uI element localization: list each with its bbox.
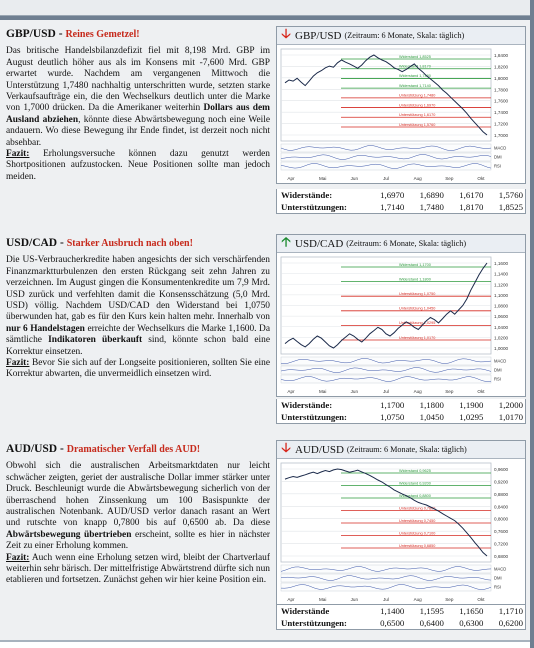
oscillator-panel: [281, 357, 491, 365]
support-value: 1,7140: [380, 202, 405, 212]
support-value: 1,0170: [498, 412, 523, 422]
oscillator-label: RSI: [494, 163, 501, 169]
support-value: 1,7480: [419, 202, 444, 212]
x-tick-label: Aug: [413, 389, 422, 394]
fazit-text: Erholungsversuche können dazu genutzt werden Shortpositionen aufzustocken. Neue Positionen sollte man jedoch meiden.: [6, 149, 270, 182]
level-label: Unterstützung 1,0450: [399, 306, 436, 311]
oscillator-panel: [281, 375, 491, 383]
chart-header: [277, 27, 525, 45]
article-text-gbpusd: [6, 29, 270, 183]
body-bold: nur 6 Handelstagen: [6, 323, 85, 334]
chart-pair-label: GBP/USD: [295, 29, 342, 42]
level-label: Widerstand 1,1800: [399, 277, 431, 282]
pair-title: AUD/USD: [6, 443, 58, 455]
levels-table-usdcad: [276, 399, 526, 424]
x-tick-label: Jun: [350, 389, 359, 394]
support-value: 1,0295: [459, 412, 484, 422]
x-tick-label: Sep: [445, 389, 454, 394]
oscillator-panel: [281, 162, 491, 170]
pair-title: USD/CAD: [6, 237, 58, 249]
pair-subtitle: Reines Gemetzel!: [65, 29, 140, 40]
chart-box-usdcad: [276, 234, 526, 397]
support-value: 1,0750: [380, 412, 405, 422]
top-strip-inner: [0, 0, 530, 16]
resistance-value: 1,6970: [380, 190, 405, 200]
resistance-label: Widerstände:: [281, 190, 333, 200]
trend-up-arrow-icon: 🡡: [281, 233, 291, 249]
price-chart-usdcad: [277, 253, 525, 396]
y-tick-label: 1,0200: [494, 335, 509, 341]
fazit: [6, 149, 270, 183]
level-label: Widerstand 1,8525: [399, 54, 431, 59]
support-label: Unterstützungen:: [281, 202, 347, 212]
support-label: Unterstützungen:: [281, 618, 347, 628]
y-tick-label: 1,1400: [494, 271, 509, 277]
support-value: 1,8525: [498, 202, 523, 212]
level-label: Widerstand 0,9200: [399, 481, 431, 486]
level-label: Widerstand 1,8170: [399, 64, 431, 69]
oscillator-label: RSI: [494, 376, 501, 382]
x-tick-label: Mai: [318, 389, 327, 394]
x-tick-label: Sep: [445, 597, 454, 602]
oscillator-label: MACD: [494, 358, 507, 364]
article-body: [6, 461, 270, 552]
x-tick-label: Jun: [350, 176, 359, 181]
body-text-mid: erreichte der Wechselkurs die Marke 1,1600. Da sämtliche: [6, 323, 270, 346]
oscillator-label: DMI: [494, 367, 502, 373]
x-tick-label: Apr: [287, 597, 295, 602]
level-label: Widerstand 0,9625: [399, 468, 431, 473]
y-tick-label: 1,7000: [494, 133, 509, 138]
article-body: [6, 255, 270, 358]
oscillator-label: DMI: [494, 575, 502, 581]
price-chart-audusd: [277, 459, 525, 604]
resistance-value: 1,1710: [498, 606, 523, 616]
support-value: 0,6200: [498, 618, 523, 628]
chart-meta: (Zeitraum: 6 Monate, Skala: täglich): [346, 239, 467, 248]
y-tick-label: 1,1600: [494, 261, 509, 266]
oscillator-label: MACD: [494, 566, 507, 572]
x-tick-label: Sep: [445, 176, 454, 181]
y-tick-label: 1,0600: [494, 314, 509, 320]
support-value: 0,6400: [419, 618, 444, 628]
level-label: Unterstützung 1,7480: [399, 93, 436, 98]
article-body: [6, 46, 270, 149]
level-label: Unterstützung 1,6170: [399, 113, 436, 118]
y-tick-label: 0,8400: [494, 504, 509, 510]
resistance-value: 1,2000: [498, 400, 523, 410]
section-audusd: [0, 434, 530, 642]
plot-area: [281, 463, 491, 562]
resistance-value: 1,1900: [459, 400, 484, 410]
y-tick-label: 1,8400: [494, 53, 509, 58]
resistance-value: 1,1700: [380, 400, 405, 410]
resistance-label: Widerstände: [281, 606, 330, 616]
x-tick-label: Okt: [477, 389, 485, 394]
x-tick-label: Apr: [287, 176, 295, 181]
y-tick-label: 0,7200: [494, 541, 509, 547]
level-label: Widerstand 1,7140: [399, 83, 431, 88]
chart-meta: (Zeitraum: 6 Monate, Skala: täglich): [346, 445, 467, 454]
body-text-end: sind, könnte schon bald eine Korrektur einsetzen.: [6, 335, 270, 357]
body-bold: Abwärtsbewegung übertrieben: [6, 529, 132, 540]
oscillator-panel: [281, 144, 491, 152]
oscillator-panel: [281, 583, 491, 591]
levels-table-audusd: [276, 605, 526, 630]
levels-table-gbpusd: [276, 189, 526, 214]
x-tick-label: Mai: [318, 176, 327, 181]
fazit-text: Bevor Sie sich auf der Longseite positionieren, sollten Sie eine Korrektur abwarten, die unvermeidlich einsetzen wird.: [6, 358, 270, 380]
chart-header: [277, 235, 525, 253]
level-label: Widerstand 0,8800: [399, 493, 431, 498]
top-strip: [0, 0, 534, 20]
resistance-value: 1,1595: [419, 606, 444, 616]
resistance-value: 1,1650: [459, 606, 484, 616]
x-tick-label: Jun: [350, 597, 359, 602]
level-label: Widerstand 1,1700: [399, 262, 431, 267]
article-heading: AUD/USD - Dramatischer Verfall des AUD!: [6, 443, 201, 455]
article-heading: GBP/USD - Reines Gemetzel!: [6, 28, 140, 40]
fazit-label: Fazit:: [6, 552, 30, 563]
y-tick-label: 1,7600: [494, 98, 509, 104]
chart-box-audusd: [276, 440, 526, 605]
x-tick-label: Okt: [477, 597, 485, 602]
resistance-value: 1,5760: [498, 190, 523, 200]
level-label: Unterstützung 0,6850: [399, 543, 436, 548]
support-value: 0,6500: [380, 618, 405, 628]
price-chart-gbpusd: [277, 45, 525, 183]
x-tick-label: Jul: [383, 176, 389, 181]
oscillator-panel: [281, 565, 491, 573]
level-label: Widerstand 1,7480: [399, 74, 431, 79]
y-tick-label: 0,7600: [494, 529, 509, 535]
x-tick-label: Jul: [383, 597, 389, 602]
pair-subtitle: Starker Ausbruch nach oben!: [66, 238, 193, 249]
support-value: 0,6300: [459, 618, 484, 628]
body-text-end: , könnte diese Abwärtsbewegung noch eine Weile andauern. Wo diese Bewegung ihr Ende findet, ist derzeit noch nicht absehbar.: [6, 114, 270, 148]
resistance-value: 1,6890: [419, 190, 444, 200]
fazit-text: Auch wenn eine Erholung setzen wird, bleibt der Chartverlauf weiterhin sehr bärisch. Der mittelfristige Abwärtstrend dürfte sich nun etablieren und fortsetzen. Zunächst gehen wir hier keine Position ein.: [6, 552, 270, 586]
x-tick-label: Okt: [477, 176, 485, 181]
y-tick-label: 1,7800: [494, 87, 509, 93]
trend-down-arrow-icon: 🡣: [281, 439, 291, 455]
y-tick-label: 0,9200: [494, 479, 509, 485]
fazit: [6, 553, 270, 587]
x-tick-label: Aug: [413, 176, 422, 181]
y-tick-label: 1,0800: [494, 303, 509, 309]
article-text-usdcad: [6, 238, 270, 381]
article-text-audusd: [6, 444, 270, 587]
y-tick-label: 1,1200: [494, 282, 509, 288]
chart-meta: (Zeitraum: 6 Monate, Skala: täglich): [344, 31, 465, 40]
x-tick-label: Aug: [413, 597, 422, 602]
fazit-label: Fazit:: [6, 149, 30, 160]
support-value: 1,0450: [419, 412, 444, 422]
x-tick-label: Mai: [318, 597, 327, 602]
support-value: 1,8170: [459, 202, 484, 212]
chart-box-gbpusd: [276, 26, 526, 184]
right-border-bar: [530, 0, 534, 648]
y-tick-label: 1,8200: [494, 64, 509, 70]
support-label: Unterstützungen:: [281, 412, 347, 422]
level-label: Unterstützung 0,7450: [399, 518, 436, 523]
trend-down-arrow-icon: 🡣: [281, 25, 291, 41]
oscillator-label: DMI: [494, 154, 502, 160]
y-tick-label: 1,8000: [494, 75, 509, 81]
y-tick-label: 0,8000: [494, 516, 509, 522]
y-tick-label: 1,1000: [494, 292, 509, 298]
x-tick-label: Jul: [383, 389, 389, 394]
section-usdcad: [0, 228, 530, 440]
chart-pair-label: USD/CAD: [295, 237, 344, 250]
body-text: Obwohl sich die australischen Arbeitsmarktdaten nur leicht schwächer zeigten, geriet der australische Dollar immer stärker unter Druck. Beschleunigt wurde die Abwärtsbewegung sicherlich von der überraschend hohen Zinssenkung um 100 Basispunkte der australischen Notenbank. AUD/USD verlor danach rasant an Wert und rutschte von knapp 0,7800 bis auf 0,6500 ab. Da diese: [6, 461, 270, 529]
y-tick-label: 1,7400: [494, 110, 509, 116]
resistance-value: 1,1800: [419, 400, 444, 410]
level-label: Unterstützung 1,0750: [399, 292, 436, 296]
body-text-end: erscheint, sollte es hier in nächster Zeit zu einer Erholung kommen.: [6, 529, 270, 552]
oscillator-label: MACD: [494, 145, 507, 151]
section-gbpusd: [0, 20, 530, 234]
y-tick-label: 0,8800: [494, 491, 509, 497]
pair-subtitle: Dramatischer Verfall des AUD!: [66, 444, 201, 455]
article-heading: USD/CAD - Starker Ausbruch nach oben!: [6, 237, 193, 249]
resistance-label: Widerstände:: [281, 400, 333, 410]
fazit: [6, 358, 270, 381]
oscillator-label: RSI: [494, 584, 501, 590]
y-tick-label: 1,7200: [494, 121, 509, 127]
pair-title: GBP/USD: [6, 28, 56, 40]
y-tick-label: 0,6800: [494, 554, 509, 559]
resistance-value: 1,1400: [380, 606, 405, 616]
level-label: Unterstützung 1,5760: [399, 122, 436, 127]
level-label: Unterstützung 1,0295: [399, 321, 436, 326]
y-tick-label: 0,9600: [494, 467, 509, 472]
y-tick-label: 1,0400: [494, 324, 509, 330]
body-text: Die US-Verbraucherkredite haben angesichts der sich verschärfenden Finanzmarktturbulenzen den ersten Rückgang seit zehn Jahren zu verzeichnen. Im August gingen die Konsumentenkredite um 7,9 Mrd. USD zurück und verfehlten damit die Konsensschätzung (5,0 Mrd. USD) völlig. Nachdem USD/CAD den Widerstand bei 1,0750 überwunden hat, gab es für den Kurs kein halten mehr. Innerhalb von: [6, 255, 270, 323]
resistance-value: 1,6170: [459, 190, 484, 200]
fazit-label: Fazit:: [6, 358, 30, 369]
level-label: Unterstützung 1,0170: [399, 335, 436, 340]
y-tick-label: 1,0000: [494, 346, 509, 351]
level-label: Unterstützung 0,7100: [399, 531, 436, 536]
body-bold: Dollars aus dem Ausland abziehen: [6, 103, 270, 125]
level-label: Unterstützung 0,7800: [399, 506, 436, 511]
level-label: Unterstützung 1,6970: [399, 103, 436, 108]
body-text: Das britische Handelsbilanzdefizit fiel mit 8,198 Mrd. GBP im August deutlich höher aus als im Konsens mit -7,600 Mrd. GBP erwartet wurde. Nachdem am vergangenen Mittwoch die Unterstützung 1,7480 nachhaltig unterschritten wurde, setzten starke Verkaufsaufträge ein, die den Wechselkurs deutlich unter die Marke von 1,7000 drücken. Da die Amerikaner weiterhin: [6, 46, 270, 114]
chart-pair-label: AUD/USD: [295, 443, 344, 456]
chart-header: [277, 441, 525, 459]
x-tick-label: Apr: [287, 389, 295, 394]
body-bold-2: Indikatoren überkauft: [48, 335, 143, 346]
